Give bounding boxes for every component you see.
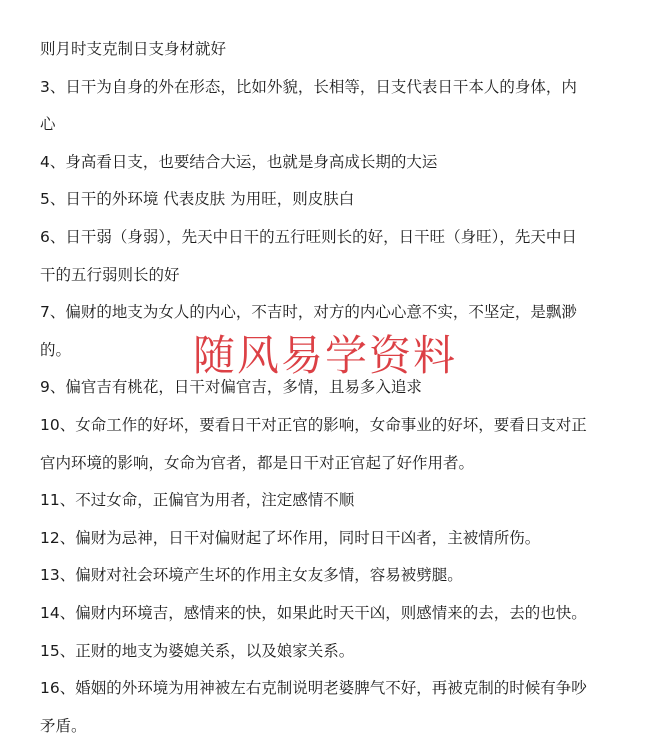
- text-line: 9、偏官吉有桃花，日干对偏官吉，多情，且易多入追求: [40, 378, 422, 397]
- text-line: 13、偏财对社会环境产生坏的作用主女友多情，容易被劈腿。: [40, 566, 463, 585]
- text-line: 14、偏财内环境吉，感情来的快，如果此时天干凶，则感情来的去，去的也快。: [40, 603, 587, 622]
- text-line: 则月时支克制日支身材就好: [40, 40, 227, 58]
- text-line: 5、日干的外环境 代表皮肤 为用旺，则皮肤白: [40, 190, 355, 209]
- document-text: [40, 31, 630, 745]
- text-line: 11、不过女命，正偏官为用者，注定感情不顺: [40, 491, 355, 510]
- text-line: 3、日干为自身的外在形态，比如外貌，长相等，日支代表日干本人的身体，内: [40, 77, 577, 96]
- text-line: 16、婚姻的外环境为用神被左右克制说明老婆脾气不好，再被克制的时候有争吵: [40, 679, 587, 698]
- text-line: 7、偏财的地支为女人的内心，不吉时，对方的内心心意不实，不坚定，是飘渺: [40, 303, 577, 322]
- text-line: 干的五行弱则长的好: [40, 265, 180, 284]
- text-line: 矛盾。: [40, 716, 87, 735]
- text-line: 心: [40, 115, 56, 134]
- text-line: 4、身高看日支，也要结合大运，也就是身高成长期的大运: [40, 152, 438, 171]
- text-line: 的。: [40, 340, 72, 359]
- text-line: 15、正财的地支为婆媳关系，以及娘家关系。: [40, 641, 355, 660]
- text-line: 12、偏财为忌神，日干对偏财起了坏作用，同时日干凶者，主被情所伤。: [40, 528, 541, 547]
- text-line: 6、日干弱（身弱），先天中日干的五行旺则长的好，日干旺（身旺），先天中日: [40, 227, 577, 246]
- text-line: 10、女命工作的好坏，要看日干对正官的影响，女命事业的好坏，要看日支对正: [40, 415, 587, 434]
- text-line: 官内环境的影响，女命为官者，都是日干对正官起了好作用者。: [40, 453, 475, 472]
- watermark: 随风易学资料: [193, 331, 458, 380]
